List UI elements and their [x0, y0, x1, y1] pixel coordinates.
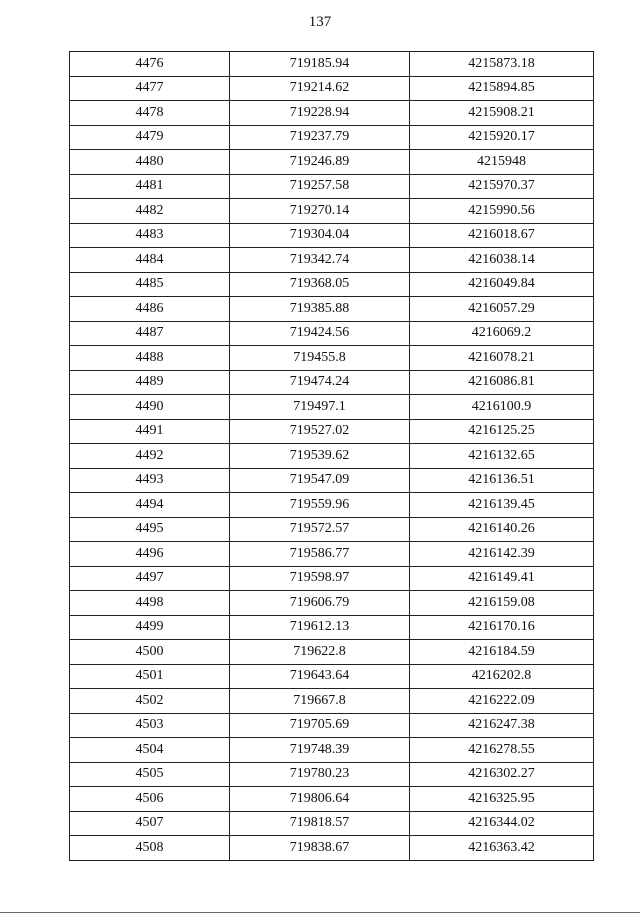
point-id-cell: 4491	[70, 419, 230, 444]
x-coordinate-cell: 719257.58	[230, 174, 410, 199]
point-id-cell: 4506	[70, 787, 230, 812]
coordinates-table	[69, 51, 594, 861]
y-coordinate-cell: 4216184.59	[410, 640, 594, 665]
table-row	[70, 762, 594, 787]
table-row	[70, 297, 594, 322]
table-row	[70, 419, 594, 444]
y-coordinate-cell: 4216038.14	[410, 248, 594, 273]
table-row	[70, 836, 594, 861]
x-coordinate-cell: 719748.39	[230, 738, 410, 763]
y-coordinate-cell: 4216149.41	[410, 566, 594, 591]
point-id-cell: 4485	[70, 272, 230, 297]
table-row	[70, 615, 594, 640]
point-id-cell: 4479	[70, 125, 230, 150]
x-coordinate-cell: 719780.23	[230, 762, 410, 787]
page-bottom-rule	[0, 912, 640, 913]
table-row	[70, 101, 594, 126]
point-id-cell: 4481	[70, 174, 230, 199]
point-id-cell: 4499	[70, 615, 230, 640]
table-row	[70, 125, 594, 150]
table-row	[70, 346, 594, 371]
y-coordinate-cell: 4216325.95	[410, 787, 594, 812]
table-row	[70, 174, 594, 199]
point-id-cell: 4504	[70, 738, 230, 763]
point-id-cell: 4487	[70, 321, 230, 346]
x-coordinate-cell: 719606.79	[230, 591, 410, 616]
coordinates-table-body	[70, 52, 594, 861]
point-id-cell: 4483	[70, 223, 230, 248]
table-row	[70, 591, 594, 616]
table-row	[70, 370, 594, 395]
table-row	[70, 664, 594, 689]
table-row	[70, 713, 594, 738]
y-coordinate-cell: 4216278.55	[410, 738, 594, 763]
y-coordinate-cell: 4216132.65	[410, 444, 594, 469]
x-coordinate-cell: 719368.05	[230, 272, 410, 297]
x-coordinate-cell: 719622.8	[230, 640, 410, 665]
point-id-cell: 4497	[70, 566, 230, 591]
y-coordinate-cell: 4215920.17	[410, 125, 594, 150]
point-id-cell: 4505	[70, 762, 230, 787]
y-coordinate-cell: 4216140.26	[410, 517, 594, 542]
point-id-cell: 4488	[70, 346, 230, 371]
table-row	[70, 52, 594, 77]
point-id-cell: 4496	[70, 542, 230, 567]
point-id-cell: 4503	[70, 713, 230, 738]
x-coordinate-cell: 719497.1	[230, 395, 410, 420]
point-id-cell: 4492	[70, 444, 230, 469]
y-coordinate-cell: 4215948	[410, 150, 594, 175]
point-id-cell: 4501	[70, 664, 230, 689]
y-coordinate-cell: 4216049.84	[410, 272, 594, 297]
y-coordinate-cell: 4216125.25	[410, 419, 594, 444]
point-id-cell: 4482	[70, 199, 230, 224]
table-row	[70, 248, 594, 273]
x-coordinate-cell: 719667.8	[230, 689, 410, 714]
point-id-cell: 4489	[70, 370, 230, 395]
x-coordinate-cell: 719586.77	[230, 542, 410, 567]
table-row	[70, 468, 594, 493]
y-coordinate-cell: 4216202.8	[410, 664, 594, 689]
x-coordinate-cell: 719246.89	[230, 150, 410, 175]
point-id-cell: 4484	[70, 248, 230, 273]
x-coordinate-cell: 719806.64	[230, 787, 410, 812]
point-id-cell: 4502	[70, 689, 230, 714]
table-row	[70, 321, 594, 346]
y-coordinate-cell: 4216302.27	[410, 762, 594, 787]
point-id-cell: 4494	[70, 493, 230, 518]
table-row	[70, 566, 594, 591]
x-coordinate-cell: 719228.94	[230, 101, 410, 126]
table-row	[70, 787, 594, 812]
y-coordinate-cell: 4216363.42	[410, 836, 594, 861]
y-coordinate-cell: 4216222.09	[410, 689, 594, 714]
table-row	[70, 811, 594, 836]
y-coordinate-cell: 4216078.21	[410, 346, 594, 371]
point-id-cell: 4508	[70, 836, 230, 861]
table-row	[70, 493, 594, 518]
y-coordinate-cell: 4216100.9	[410, 395, 594, 420]
y-coordinate-cell: 4216159.08	[410, 591, 594, 616]
y-coordinate-cell: 4216018.67	[410, 223, 594, 248]
y-coordinate-cell: 4216057.29	[410, 297, 594, 322]
y-coordinate-cell: 4215908.21	[410, 101, 594, 126]
x-coordinate-cell: 719547.09	[230, 468, 410, 493]
x-coordinate-cell: 719270.14	[230, 199, 410, 224]
point-id-cell: 4476	[70, 52, 230, 77]
x-coordinate-cell: 719385.88	[230, 297, 410, 322]
table-row	[70, 444, 594, 469]
x-coordinate-cell: 719612.13	[230, 615, 410, 640]
y-coordinate-cell: 4216139.45	[410, 493, 594, 518]
x-coordinate-cell: 719643.64	[230, 664, 410, 689]
point-id-cell: 4477	[70, 76, 230, 101]
point-id-cell: 4486	[70, 297, 230, 322]
point-id-cell: 4490	[70, 395, 230, 420]
y-coordinate-cell: 4216069.2	[410, 321, 594, 346]
table-row	[70, 738, 594, 763]
x-coordinate-cell: 719185.94	[230, 52, 410, 77]
y-coordinate-cell: 4216170.16	[410, 615, 594, 640]
y-coordinate-cell: 4216086.81	[410, 370, 594, 395]
table-row	[70, 517, 594, 542]
table-row	[70, 640, 594, 665]
x-coordinate-cell: 719237.79	[230, 125, 410, 150]
x-coordinate-cell: 719304.04	[230, 223, 410, 248]
y-coordinate-cell: 4216344.02	[410, 811, 594, 836]
point-id-cell: 4478	[70, 101, 230, 126]
y-coordinate-cell: 4215970.37	[410, 174, 594, 199]
x-coordinate-cell: 719838.67	[230, 836, 410, 861]
x-coordinate-cell: 719598.97	[230, 566, 410, 591]
x-coordinate-cell: 719214.62	[230, 76, 410, 101]
point-id-cell: 4498	[70, 591, 230, 616]
y-coordinate-cell: 4215894.85	[410, 76, 594, 101]
point-id-cell: 4500	[70, 640, 230, 665]
x-coordinate-cell: 719818.57	[230, 811, 410, 836]
table-row	[70, 199, 594, 224]
page-number: 137	[308, 14, 332, 30]
x-coordinate-cell: 719474.24	[230, 370, 410, 395]
x-coordinate-cell: 719342.74	[230, 248, 410, 273]
y-coordinate-cell: 4216136.51	[410, 468, 594, 493]
y-coordinate-cell: 4215990.56	[410, 199, 594, 224]
table-row	[70, 223, 594, 248]
x-coordinate-cell: 719527.02	[230, 419, 410, 444]
table-row	[70, 272, 594, 297]
table-row	[70, 150, 594, 175]
point-id-cell: 4480	[70, 150, 230, 175]
x-coordinate-cell: 719455.8	[230, 346, 410, 371]
x-coordinate-cell: 719559.96	[230, 493, 410, 518]
x-coordinate-cell: 719705.69	[230, 713, 410, 738]
y-coordinate-cell: 4215873.18	[410, 52, 594, 77]
x-coordinate-cell: 719539.62	[230, 444, 410, 469]
y-coordinate-cell: 4216142.39	[410, 542, 594, 567]
point-id-cell: 4495	[70, 517, 230, 542]
x-coordinate-cell: 719572.57	[230, 517, 410, 542]
table-row	[70, 395, 594, 420]
point-id-cell: 4507	[70, 811, 230, 836]
point-id-cell: 4493	[70, 468, 230, 493]
table-row	[70, 689, 594, 714]
table-row	[70, 76, 594, 101]
table-row	[70, 542, 594, 567]
y-coordinate-cell: 4216247.38	[410, 713, 594, 738]
x-coordinate-cell: 719424.56	[230, 321, 410, 346]
